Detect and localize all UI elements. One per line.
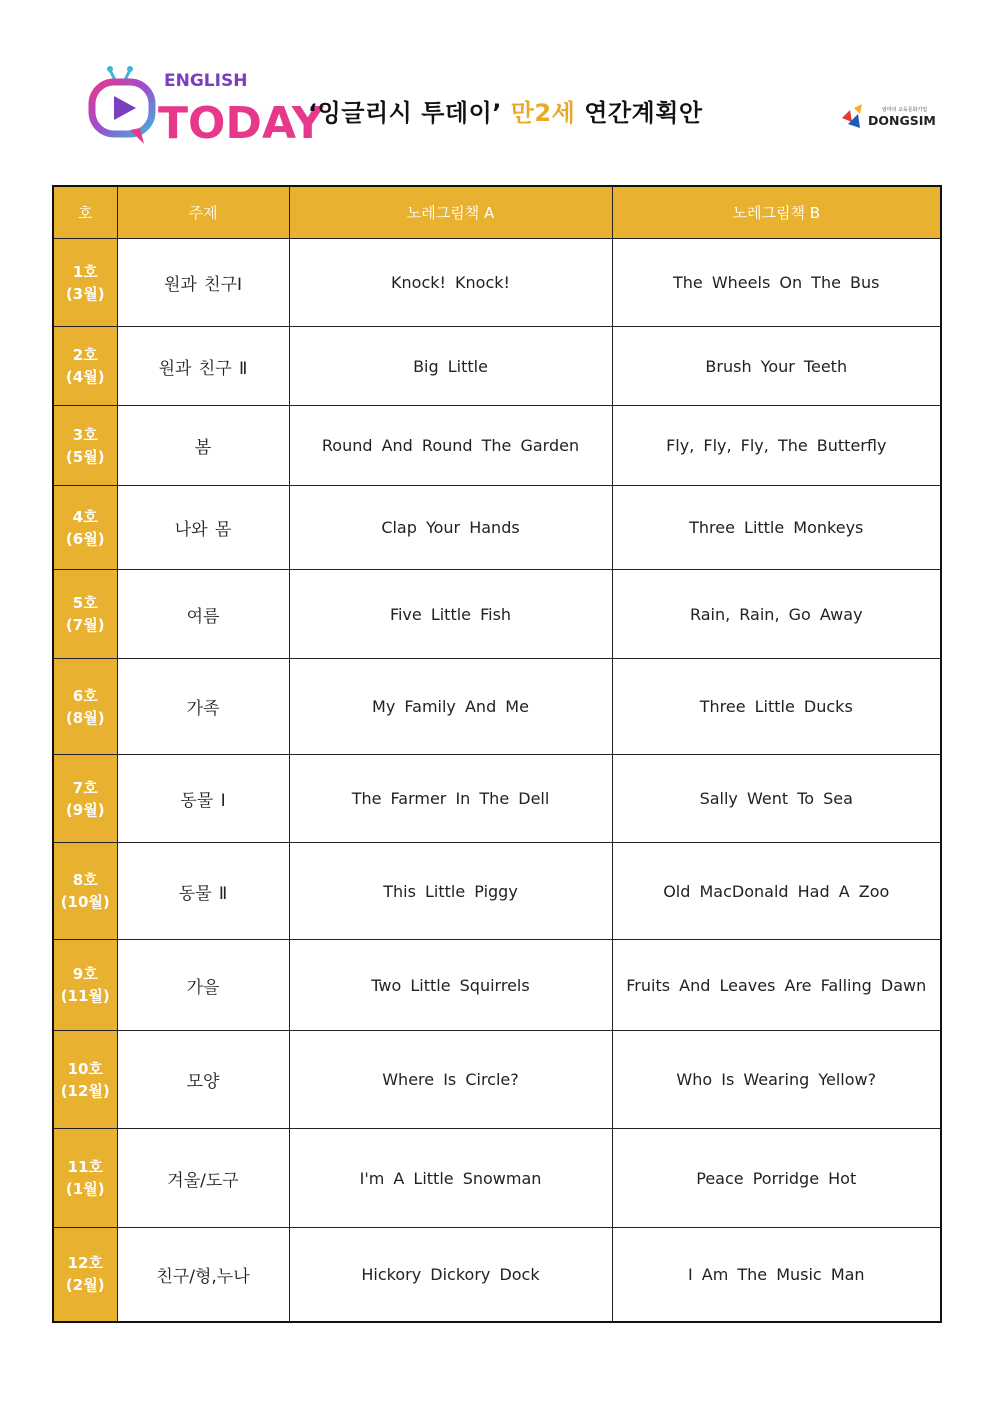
issue-month: (8월) [65,708,105,727]
table-row [53,1228,941,1322]
header-songbook-a: 노레그림책 A [289,186,612,239]
table-row [53,327,941,406]
issue-number: 5호 [72,594,98,612]
title-part2: 연간계획안 [584,99,703,127]
issue-number: 8호 [72,871,98,889]
table-row [53,239,941,327]
theme-cell: 겨울/도구 [117,1129,289,1228]
header-songbook-b: 노레그림책 B [612,186,941,239]
theme-cell: 가족 [117,659,289,755]
issue-cell [53,1228,117,1322]
issue-cell [53,570,117,659]
logo-english-text: ENGLISH [164,71,248,91]
title-part1: ‘잉글리시 투데이’ [308,99,502,127]
issue-month: (1월) [65,1180,105,1198]
issue-month: (2월) [65,1276,105,1295]
issue-number: 11호 [67,1158,103,1176]
table-row [53,406,941,486]
issue-number: 10호 [67,1059,103,1078]
song-b-cell: The Wheels On The Bus [612,239,941,327]
table-row [53,1129,941,1228]
song-a-cell: Round And Round The Garden [289,406,612,486]
issue-cell [53,239,117,327]
theme-cell: 가을 [117,940,289,1031]
issue-month: (6월) [65,529,105,548]
logo-today-text: TODAY [158,98,324,149]
song-b-cell: Old MacDonald Had A Zoo [612,843,941,940]
issue-month: (4월) [65,368,105,386]
issue-number: 12호 [67,1254,103,1273]
issue-number: 4호 [72,507,98,526]
song-a-cell: The Farmer In The Dell [289,755,612,843]
issue-cell [53,327,117,406]
song-b-cell: Fly, Fly, Fly, The Butterfly [612,406,941,486]
song-b-cell: Three Little Monkeys [612,486,941,570]
issue-cell [53,406,117,486]
issue-month: (12월) [60,1081,110,1100]
dongsim-logo [838,100,948,134]
song-b-cell: Who Is Wearing Yellow? [612,1031,941,1129]
annual-plan-table [52,185,942,1323]
table-row [53,659,941,755]
song-a-cell: Knock! Knock! [289,239,612,327]
theme-cell: 나와 몸 [117,486,289,570]
song-b-cell: Sally Went To Sea [612,755,941,843]
issue-number: 6호 [72,686,98,705]
page-title [308,93,703,133]
song-a-cell: Hickory Dickory Dock [289,1228,612,1322]
header-issue-no: 호 [53,186,117,239]
song-a-cell: Where Is Circle? [289,1031,612,1129]
theme-cell: 동물 Ⅰ [117,755,289,843]
table-header-row [53,186,941,239]
song-b-cell: Brush Your Teeth [612,327,941,406]
theme-cell: 봄 [117,406,289,486]
table-row [53,570,941,659]
issue-cell [53,1031,117,1129]
issue-number: 3호 [72,425,98,444]
theme-cell: 동물 Ⅱ [117,843,289,940]
issue-number: 2호 [72,346,98,364]
theme-cell: 원과 친구Ⅰ [117,239,289,327]
song-a-cell: Big Little [289,327,612,406]
issue-cell [53,843,117,940]
song-a-cell: Clap Your Hands [289,486,612,570]
theme-cell: 친구/형,누나 [117,1228,289,1322]
song-b-cell: Fruits And Leaves Are Falling Dawn [612,940,941,1031]
theme-cell: 모양 [117,1031,289,1129]
issue-number: 7호 [72,778,98,797]
title-age-highlight: 만2세 [510,99,576,127]
issue-cell [53,1129,117,1228]
issue-cell [53,755,117,843]
song-a-cell: Five Little Fish [289,570,612,659]
issue-month: (5월) [65,447,105,466]
issue-cell [53,659,117,755]
table-row [53,940,941,1031]
song-a-cell: Two Little Squirrels [289,940,612,1031]
song-b-cell: Peace Porridge Hot [612,1129,941,1228]
brand-name: DONGSIM [868,113,936,128]
issue-cell [53,486,117,570]
table-row [53,755,941,843]
brand-slogan: 엄마의 교육문화기업 [882,107,928,113]
issue-number: 1호 [72,262,98,281]
table-row [53,843,941,940]
issue-month: (9월) [65,800,105,819]
song-b-cell: Three Little Ducks [612,659,941,755]
song-a-cell: I'm A Little Snowman [289,1129,612,1228]
header-theme: 주제 [117,186,289,239]
issue-month: (10월) [60,893,110,911]
table-row [53,486,941,570]
theme-cell: 여름 [117,570,289,659]
song-a-cell: This Little Piggy [289,843,612,940]
song-a-cell: My Family And Me [289,659,612,755]
table-row [53,1031,941,1129]
issue-cell [53,940,117,1031]
issue-month: (11월) [60,987,110,1005]
issue-number: 9호 [72,965,98,983]
english-today-logo [86,64,324,150]
song-b-cell: I Am The Music Man [612,1228,941,1322]
song-b-cell: Rain, Rain, Go Away [612,570,941,659]
issue-month: (7월) [65,616,105,634]
theme-cell: 원과 친구 Ⅱ [117,327,289,406]
issue-month: (3월) [65,284,105,303]
